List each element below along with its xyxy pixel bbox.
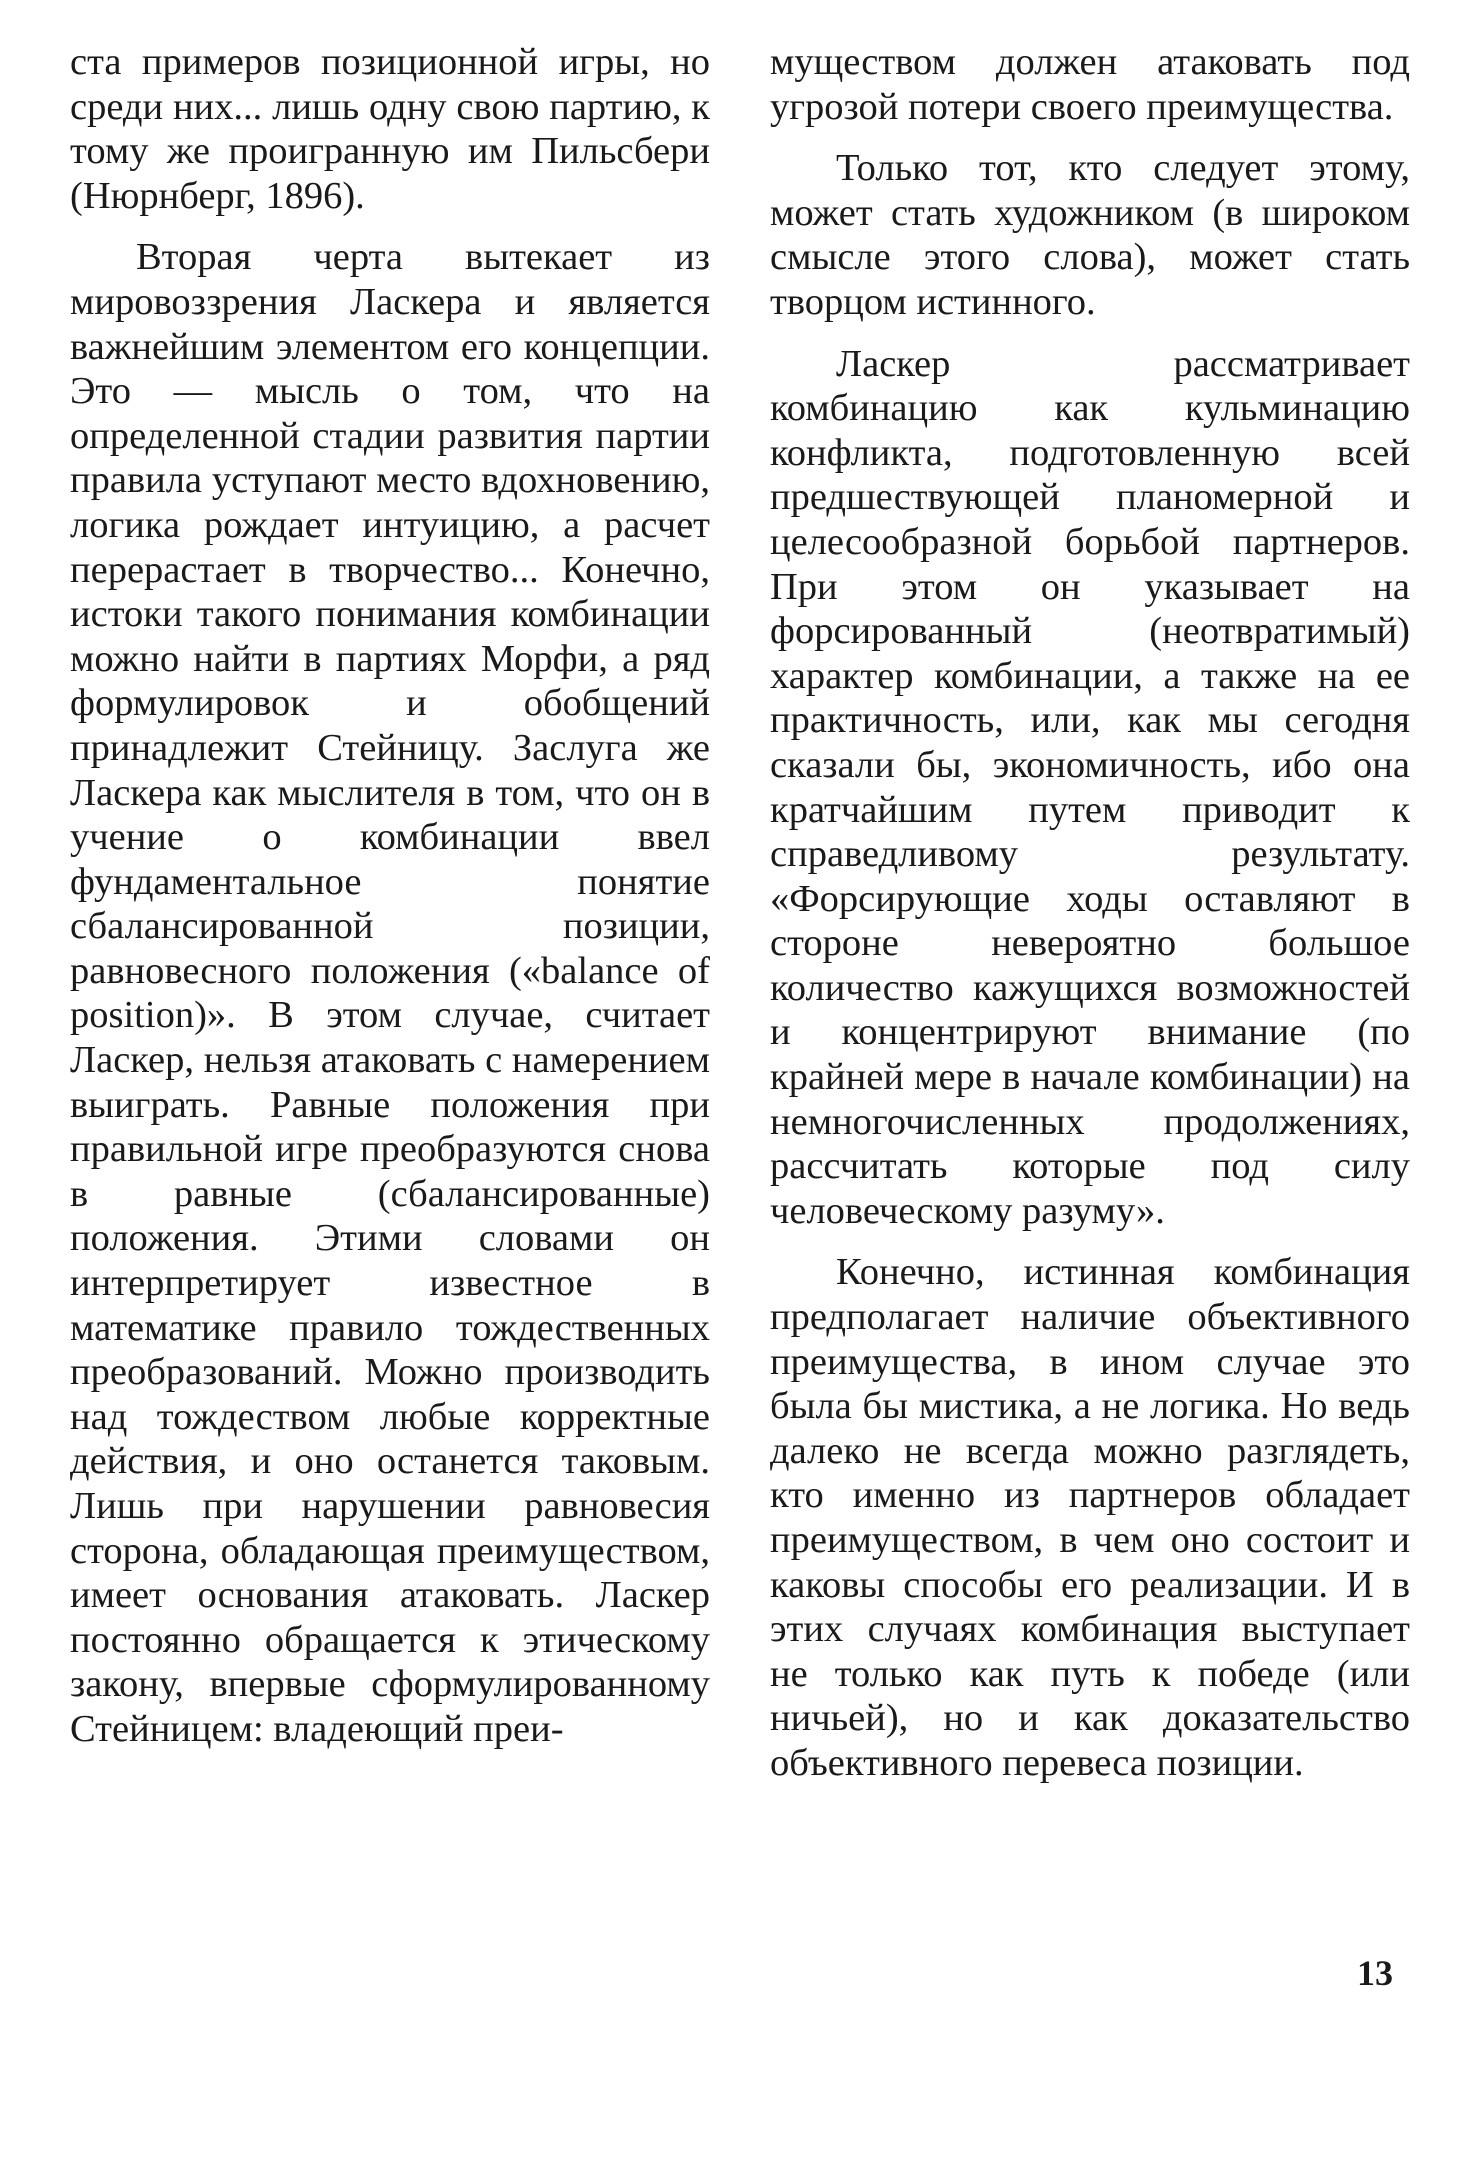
paragraph: Вторая черта вытекает из мировоззрения Ласкера и является важнейшим элементом его концепции. Это — мысль о том, что на определенной стадии развития партии правила уступают место вдохновению, логика рождает интуицию, а расчет перерастает в творчество... Конечно, истоки такого понимания комбинации можно найти в партиях Морфи, а ряд формулировок и обобщений принадлежит Стейницу. Заслуга же Ласкера как мыслителя в том, что он в учение о комбинации ввел фундаментальное понятие сбалансированной позиции, равновесного положения («balance of position)». В этом случае, считает Ласкер, нельзя атаковать с намерением выиграть. Равные положения при правильной игре преобразуются снова в равные (сбалансированные) положения. Этими словами он интерпретирует известное в математике правило тождественных преобразований. Можно производить над тождеством любые корректные действия, и оно останется таковым. Лишь при нарушении равновесия сторона, обладающая преимуществом, имеет основания атаковать. Ласкер постоянно обращается к этическому закону, впервые сформулированному Стейницем: владеющий преи- [70, 236, 710, 1750]
paragraph: Только тот, кто следует этому, может стать художником (в широком смысле этого слова), может стать творцом истинного. [770, 147, 1410, 323]
page-number: 13 [1357, 1953, 1393, 1993]
paragraph: Конечно, истинная комбинация предполагает наличие объективного преимущества, в ином случае это была бы мистика, а не логика. Но ведь далеко не всегда можно разглядеть, кто именно из партнеров обладает преимуществом, в чем оно состоит и каковы способы его реализации. И в этих случаях комбинация выступает не только как путь к победе (или ничьей), но и как доказательство объективного перевеса позиции. [770, 1251, 1410, 1784]
paragraph: муществом должен атаковать под угрозой потери своего преимущества. [770, 41, 1410, 128]
left-column [70, 40, 710, 1769]
right-column [770, 40, 1410, 1803]
paragraph: Ласкер рассматривает комбинацию как кульминацию конфликта, подготовленную всей предшествующей планомерной и целесообразной борьбой партнеров. При этом он указывает на форсированный (неотвратимый) характер комбинации, а также на ее практичность, или, как мы сегодня сказали бы, экономичность, ибо она кратчайшим путем приводит к справедливому результату. «Форсирующие ходы оставляют в стороне невероятно большое количество кажущихся возможностей и концентрируют внимание (по крайней мере в начале комбинации) на немногочисленных продолжениях, рассчитать которые под силу человеческому разуму». [770, 342, 1410, 1232]
paragraph: ста примеров позиционной игры, но среди них... лишь одну свою партию, к тому же проигранную им Пильсбери (Нюрнберг, 1896). [70, 41, 710, 217]
